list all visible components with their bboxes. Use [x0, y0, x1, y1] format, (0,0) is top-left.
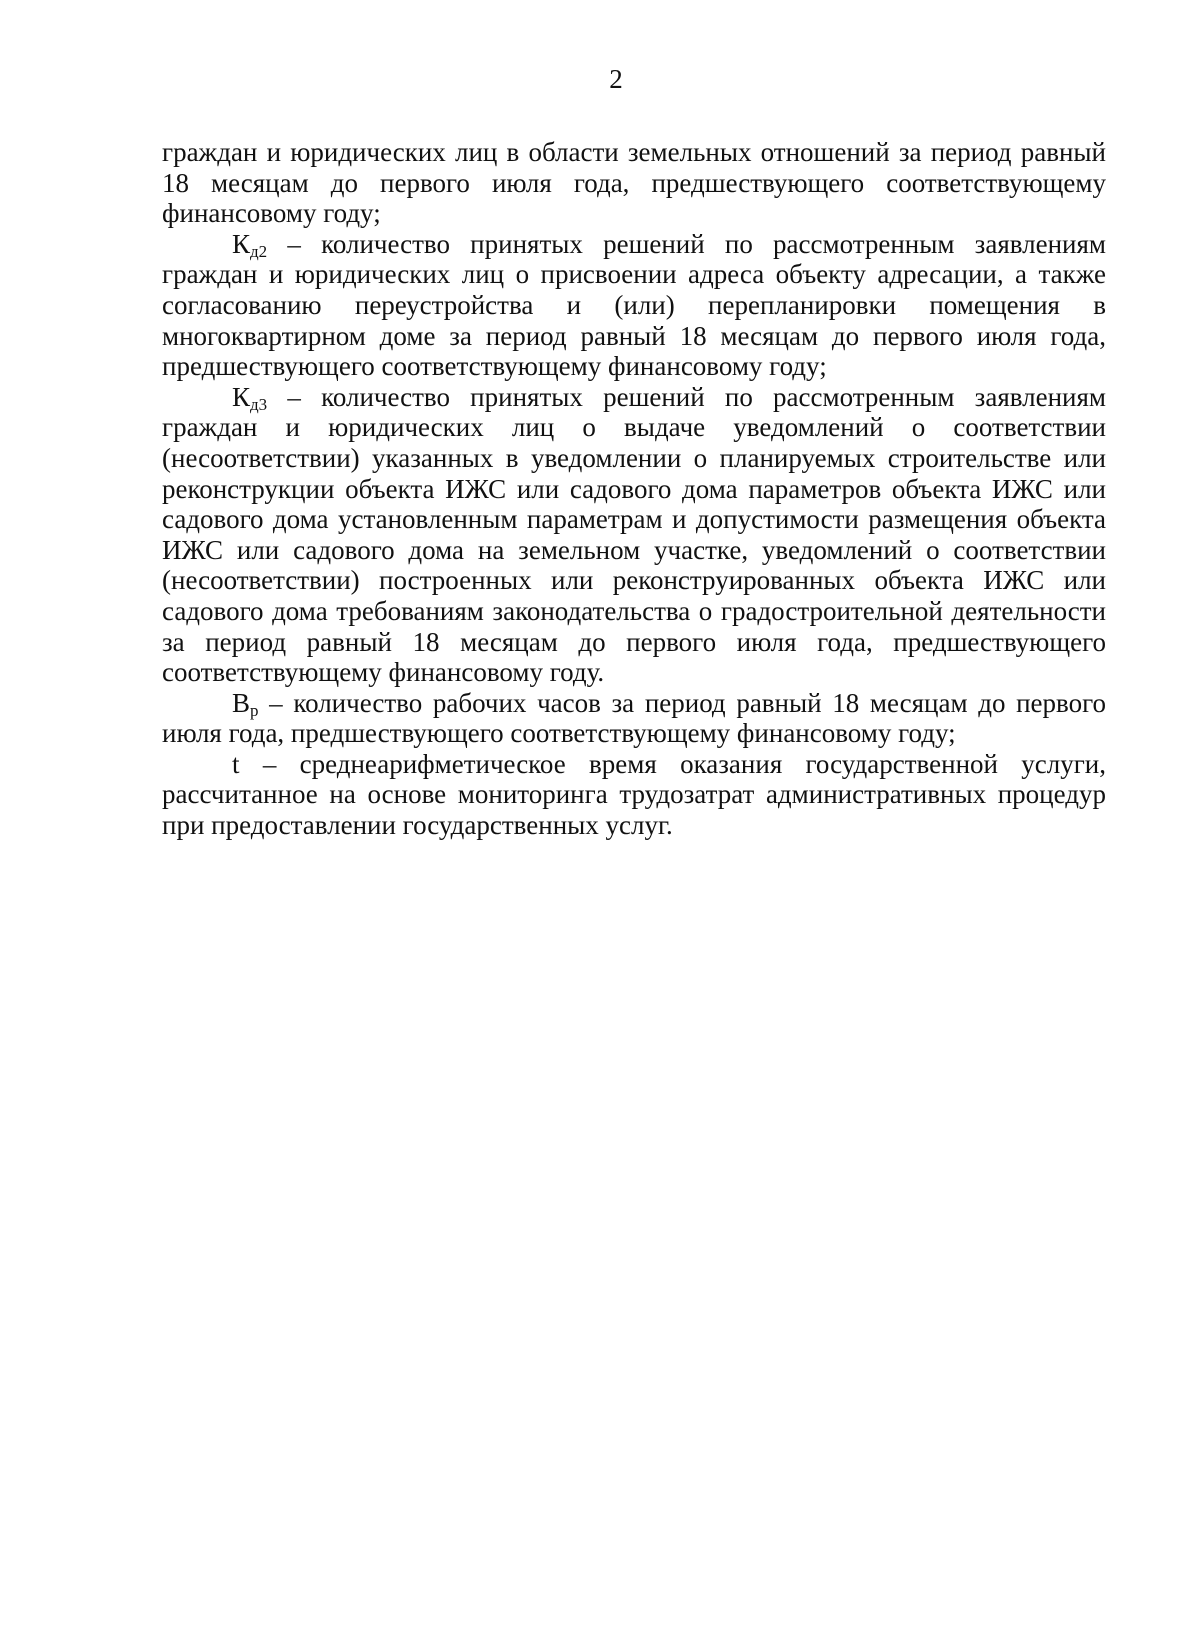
- paragraph-vr-definition: [162, 688, 1106, 749]
- document-body: [162, 137, 1106, 841]
- variable-symbol: К: [232, 381, 251, 412]
- paragraph-t-definition: [162, 749, 1106, 841]
- variable-symbol: К: [232, 228, 251, 259]
- variable-subscript: д3: [250, 394, 268, 414]
- variable-t: [232, 749, 240, 779]
- paragraph-text: – количество принятых решений по рассмотренным заявлениям граждан и юридических лиц о присвоении адреса объекту адресации, а также согласованию переустройства и (или) перепланировки помещения в многоквартирном доме за период равный 18 месяцам до первого июля года, предшествующего соответствующему финансовому году;: [162, 228, 1106, 382]
- variable-kd3: [232, 382, 267, 412]
- variable-subscript: д2: [250, 241, 268, 261]
- page-number: 2: [609, 64, 623, 94]
- variable-subscript: р: [250, 700, 259, 720]
- variable-kd2: [232, 229, 267, 259]
- variable-vr: [232, 688, 259, 718]
- paragraph-text: – среднеарифметическое время оказания государственной услуги, рассчитанное на основе мониторинга трудозатрат административных процедур при предоставлении государственных услуг.: [162, 748, 1106, 841]
- paragraph-text: граждан и юридических лиц в области земельных отношений за период равный 18 месяцам до первого июля года, предшествующего соответствующему финансовому году;: [162, 137, 1106, 229]
- paragraph-kd3-definition: [162, 382, 1106, 688]
- paragraph-continuation: [162, 137, 1106, 229]
- variable-symbol: t: [232, 748, 240, 779]
- paragraph-text: – количество рабочих часов за период равный 18 месяцам до первого июля года, предшествующего соответствующему финансовому году;: [162, 687, 1106, 749]
- variable-symbol: В: [232, 687, 251, 718]
- paragraph-text: – количество принятых решений по рассмотренным заявлениям граждан и юридических лиц о выдаче уведомлений о соответствии (несоответствии) указанных в уведомлении о планируемых строительстве или реконструкции объекта ИЖС или садового дома параметров объекта ИЖС или садового дома установленным параметрам и допустимости размещения объекта ИЖС или садового дома на земельном участке, уведомлений о соответствии (несоответствии) построенных или реконструированных объекта ИЖС или садового дома требованиям законодательства о градостроительной деятельности за период равный 18 месяцам до первого июля года, предшествующего соответствующему финансовому году.: [162, 381, 1106, 688]
- paragraph-kd2-definition: [162, 229, 1106, 382]
